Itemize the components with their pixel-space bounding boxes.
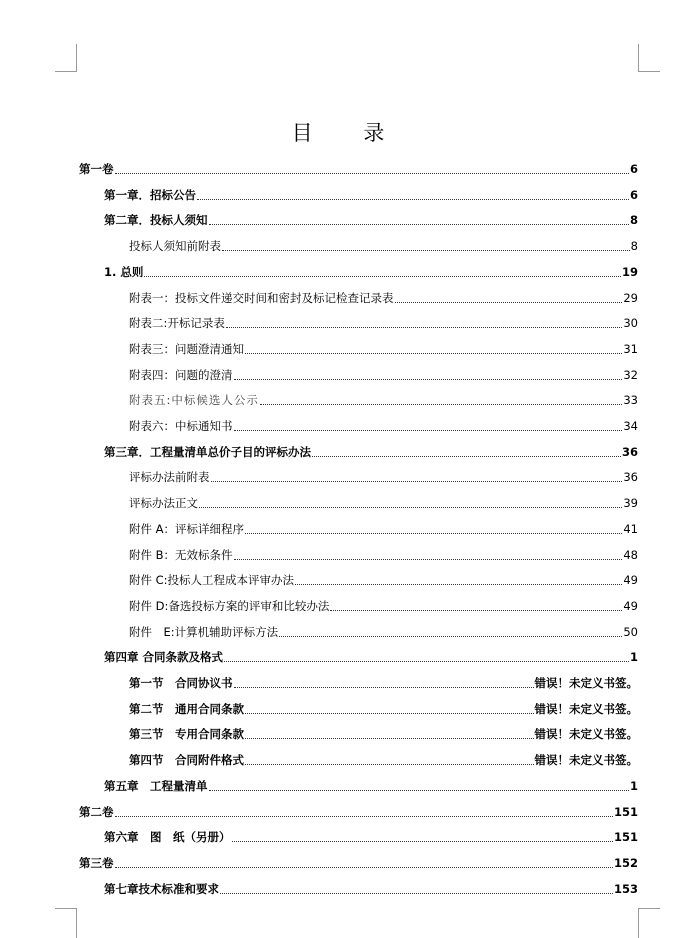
toc-entry[interactable] [104,881,638,897]
toc-entry[interactable] [79,161,638,177]
toc-entry-label: 附表四：问题的澄清 [129,368,233,382]
toc-leader-dots [295,574,622,585]
toc-entry[interactable] [129,469,638,485]
toc-leader-dots [245,343,622,354]
toc-leader-dots [224,651,629,662]
toc-entry-label: 投标人须知前附表 [129,239,221,253]
toc-entry-page: 34 [623,419,638,433]
toc-entry-page: 152 [613,856,638,870]
toc-leader-dots [245,703,534,714]
toc-entry[interactable] [79,855,638,871]
toc-entry[interactable] [129,290,638,306]
toc-leader-dots [330,600,622,611]
toc-leader-dots [232,831,613,842]
toc-entry-label: 评标办法前附表 [129,470,210,484]
toc-entry[interactable] [129,238,638,254]
toc-entry-page: 41 [623,522,638,536]
toc-entry[interactable] [104,778,638,794]
toc-entry-page: 6 [629,162,638,176]
crop-mark-top-right-v [638,44,639,71]
toc-leader-dots [220,883,613,894]
toc-entry[interactable] [129,495,638,511]
toc-entry-label: 1. 总则 [104,265,144,279]
toc-entry-label: 附表二:开标记录表 [129,316,225,330]
toc-entry-page: 50 [623,625,638,639]
toc-entry-label: 附表一：投标文件递交时间和密封及标记检查记录表 [129,291,394,305]
toc-leader-dots [312,446,621,457]
crop-mark-bottom-left-h [55,908,77,909]
toc-entry[interactable] [104,649,638,665]
toc-entry-page: 6 [629,188,638,202]
toc-entry-page: 151 [613,805,638,819]
toc-entry[interactable] [129,341,638,357]
toc-entry[interactable] [104,264,638,280]
crop-mark-top-left-v [76,44,77,71]
toc-entry-page: 36 [623,470,638,484]
toc-leader-dots [115,857,613,868]
toc-entry-label: 附表三：问题澄清通知 [129,342,244,356]
toc-entry-page: 48 [623,548,638,562]
toc-entry-page: 错误！未定义书签。 [534,753,638,767]
toc-entry-label: 第一章．招标公告 [104,188,196,202]
toc-leader-dots [245,523,622,534]
toc-entry-label: 附表六：中标通知书 [129,419,233,433]
crop-mark-top-left-h [55,71,77,72]
toc-entry[interactable] [129,572,638,588]
toc-leader-dots [197,189,629,200]
crop-mark-bottom-left-v [76,908,77,938]
toc-entry-label: 第三卷 [79,856,114,870]
toc-entry[interactable] [129,521,638,537]
toc-entry-label: 第三节 专用合同条款 [129,727,244,741]
toc-entry-label: 评标办法正文 [129,496,198,510]
toc-entry-label: 第四节 合同附件格式 [129,753,244,767]
toc-entry-label: 第二节 通用合同条款 [129,702,244,716]
toc-entry-label: 附件 C:投标人工程成本评审办法 [129,573,295,587]
toc-entry-label: 第一节 合同协议书 [129,676,233,690]
toc-entry[interactable] [129,418,638,434]
toc-leader-dots [234,369,623,380]
toc-entry-label: 第二章．投标人须知 [104,213,208,227]
toc-entry-page: 错误！未定义书签。 [534,727,638,741]
toc-entry-page: 39 [623,496,638,510]
toc-entry[interactable] [129,598,638,614]
toc-leader-dots [199,497,622,508]
toc-entry[interactable] [79,804,638,820]
toc-entry[interactable] [129,547,638,563]
toc-entry[interactable] [129,675,638,691]
toc-entry-page: 36 [621,445,638,459]
toc-entry[interactable] [129,392,638,408]
toc-entry-page: 151 [613,830,638,844]
toc-entry-label: 第五章 工程量清单 [104,779,208,793]
toc-leader-dots [234,420,623,431]
toc-entry-label: 附件 D:备选投标方案的评审和比较办法 [129,599,330,613]
toc-leader-dots [209,780,629,791]
toc-leader-dots [234,549,623,560]
toc-leader-dots [245,754,534,765]
crop-mark-bottom-right-v [638,908,639,938]
crop-mark-top-right-h [638,71,660,72]
toc-leader-dots [260,394,622,405]
toc-entry-page: 31 [623,342,638,356]
toc-leader-dots [115,163,629,174]
toc-title: 目 录 [291,121,407,145]
toc-entry[interactable] [129,701,638,717]
toc-leader-dots [144,266,621,277]
toc-entry[interactable] [104,187,638,203]
toc-entry-label: 第一卷 [79,162,114,176]
toc-entry[interactable] [129,315,638,331]
toc-entry-label: 附表五:中标候选人公示 [129,393,259,407]
toc-entry-label: 第三章．工程量清单总价子目的评标办法 [104,445,311,459]
toc-entry-label: 第六章 图 纸（另册） [104,830,231,844]
toc-leader-dots [211,471,623,482]
crop-mark-bottom-right-h [638,908,660,909]
toc-entry-page: 1 [629,650,638,664]
toc-entry[interactable] [129,752,638,768]
toc-entry[interactable] [129,726,638,742]
toc-entry-page: 19 [621,265,638,279]
toc-entry-label: 附件 A：评标详细程序 [129,522,245,536]
toc-entry-page: 49 [623,599,638,613]
toc-leader-dots [222,240,630,251]
toc-entry[interactable] [104,829,638,845]
toc-leader-dots [115,806,613,817]
toc-entry-page: 33 [623,393,638,407]
toc-entry-page: 1 [629,779,638,793]
toc-entry-page: 29 [623,291,638,305]
toc-leader-dots [245,728,534,739]
toc-entry-label: 第二卷 [79,805,114,819]
toc-leader-dots [234,677,534,688]
toc-entry-page: 8 [630,239,638,253]
toc-entry[interactable] [129,367,638,383]
toc-entry-label: 第七章技术标准和要求 [104,882,219,896]
toc-leader-dots [395,292,623,303]
toc-entry-label: 第四章 合同条款及格式 [104,650,224,664]
toc-entry-label: 附件 E:计算机辅助评标方法 [129,625,279,639]
toc-entry-page: 153 [613,882,638,896]
toc-leader-dots [279,626,622,637]
toc-entry-page: 错误！未定义书签。 [534,702,638,716]
toc-entry[interactable] [129,624,638,640]
toc-entry-page: 32 [623,368,638,382]
toc-entry-label: 附件 B：无效标条件 [129,548,233,562]
toc-entry-page: 30 [623,316,638,330]
toc-entry-page: 49 [623,573,638,587]
toc-entry[interactable] [104,444,638,460]
toc-leader-dots [226,317,622,328]
toc-leader-dots [209,214,629,225]
toc-entry-page: 错误！未定义书签。 [534,676,638,690]
toc-entry-page: 8 [629,213,638,227]
toc-entry[interactable] [104,212,638,228]
